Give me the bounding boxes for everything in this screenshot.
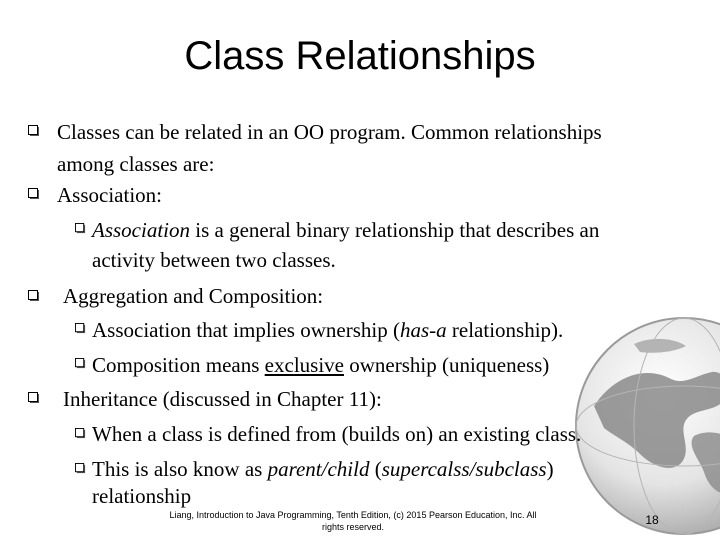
globe-icon [574,316,720,536]
bullet-classes-line2: among classes are: [57,152,215,176]
association-term: Association [92,218,190,242]
sub-bullet-composition [92,352,549,378]
sub-bullet-parent-child [92,456,554,482]
square-bullet-icon [75,463,86,474]
square-bullet-icon [28,188,40,200]
paren-open: ( [369,457,382,481]
ownership-text: Association that implies ownership ( [92,318,400,342]
bullet-classes-line1: Classes can be related in an OO program. Common relationships [57,120,602,144]
exclusive-term: exclusive [264,353,344,377]
square-bullet-icon [75,428,86,439]
has-a-term: has-a [399,318,447,342]
copyright-line1: Liang, Introduction to Java Programming, Tenth Edition, (c) 2015 Pearson Education, Inc. All [169,510,537,520]
ownership-text-end: relationship). [446,318,564,342]
square-bullet-icon [75,323,86,334]
square-bullet-icon [75,358,86,369]
square-bullet-icon [75,223,86,234]
page-number: 18 [645,513,659,527]
superclass-subclass-term: supercalss/subclass [381,457,547,481]
bullet-aggregation: Aggregation and Composition: [63,284,324,308]
square-bullet-icon [28,125,40,137]
association-def-text: is a general binary relationship that describes an [190,218,600,242]
bullet-association: Association: [57,183,162,207]
slide-title: Class Relationships [184,34,536,78]
parent-child-text: This is also know as [92,457,268,481]
square-bullet-icon [28,290,40,302]
composition-text-end: ownership (uniqueness) [343,353,550,377]
copyright-line2: rights reserved. [321,522,385,532]
sub-bullet-association-def [92,217,599,243]
composition-text: Composition means [92,353,265,377]
copyright-footer [143,509,563,533]
square-bullet-icon [28,392,40,404]
sub-bullet-association-def-line2: activity between two classes. [92,248,336,272]
parent-child-term: parent/child [267,457,370,481]
bullet-inheritance: Inheritance (discussed in Chapter 11): [63,387,382,411]
sub-bullet-parent-child-line2: relationship [92,484,192,508]
sub-bullet-ownership [92,317,563,343]
sub-bullet-defined-from: When a class is defined from (builds on) an existing class. [92,422,582,446]
paren-close: ) [546,457,554,481]
